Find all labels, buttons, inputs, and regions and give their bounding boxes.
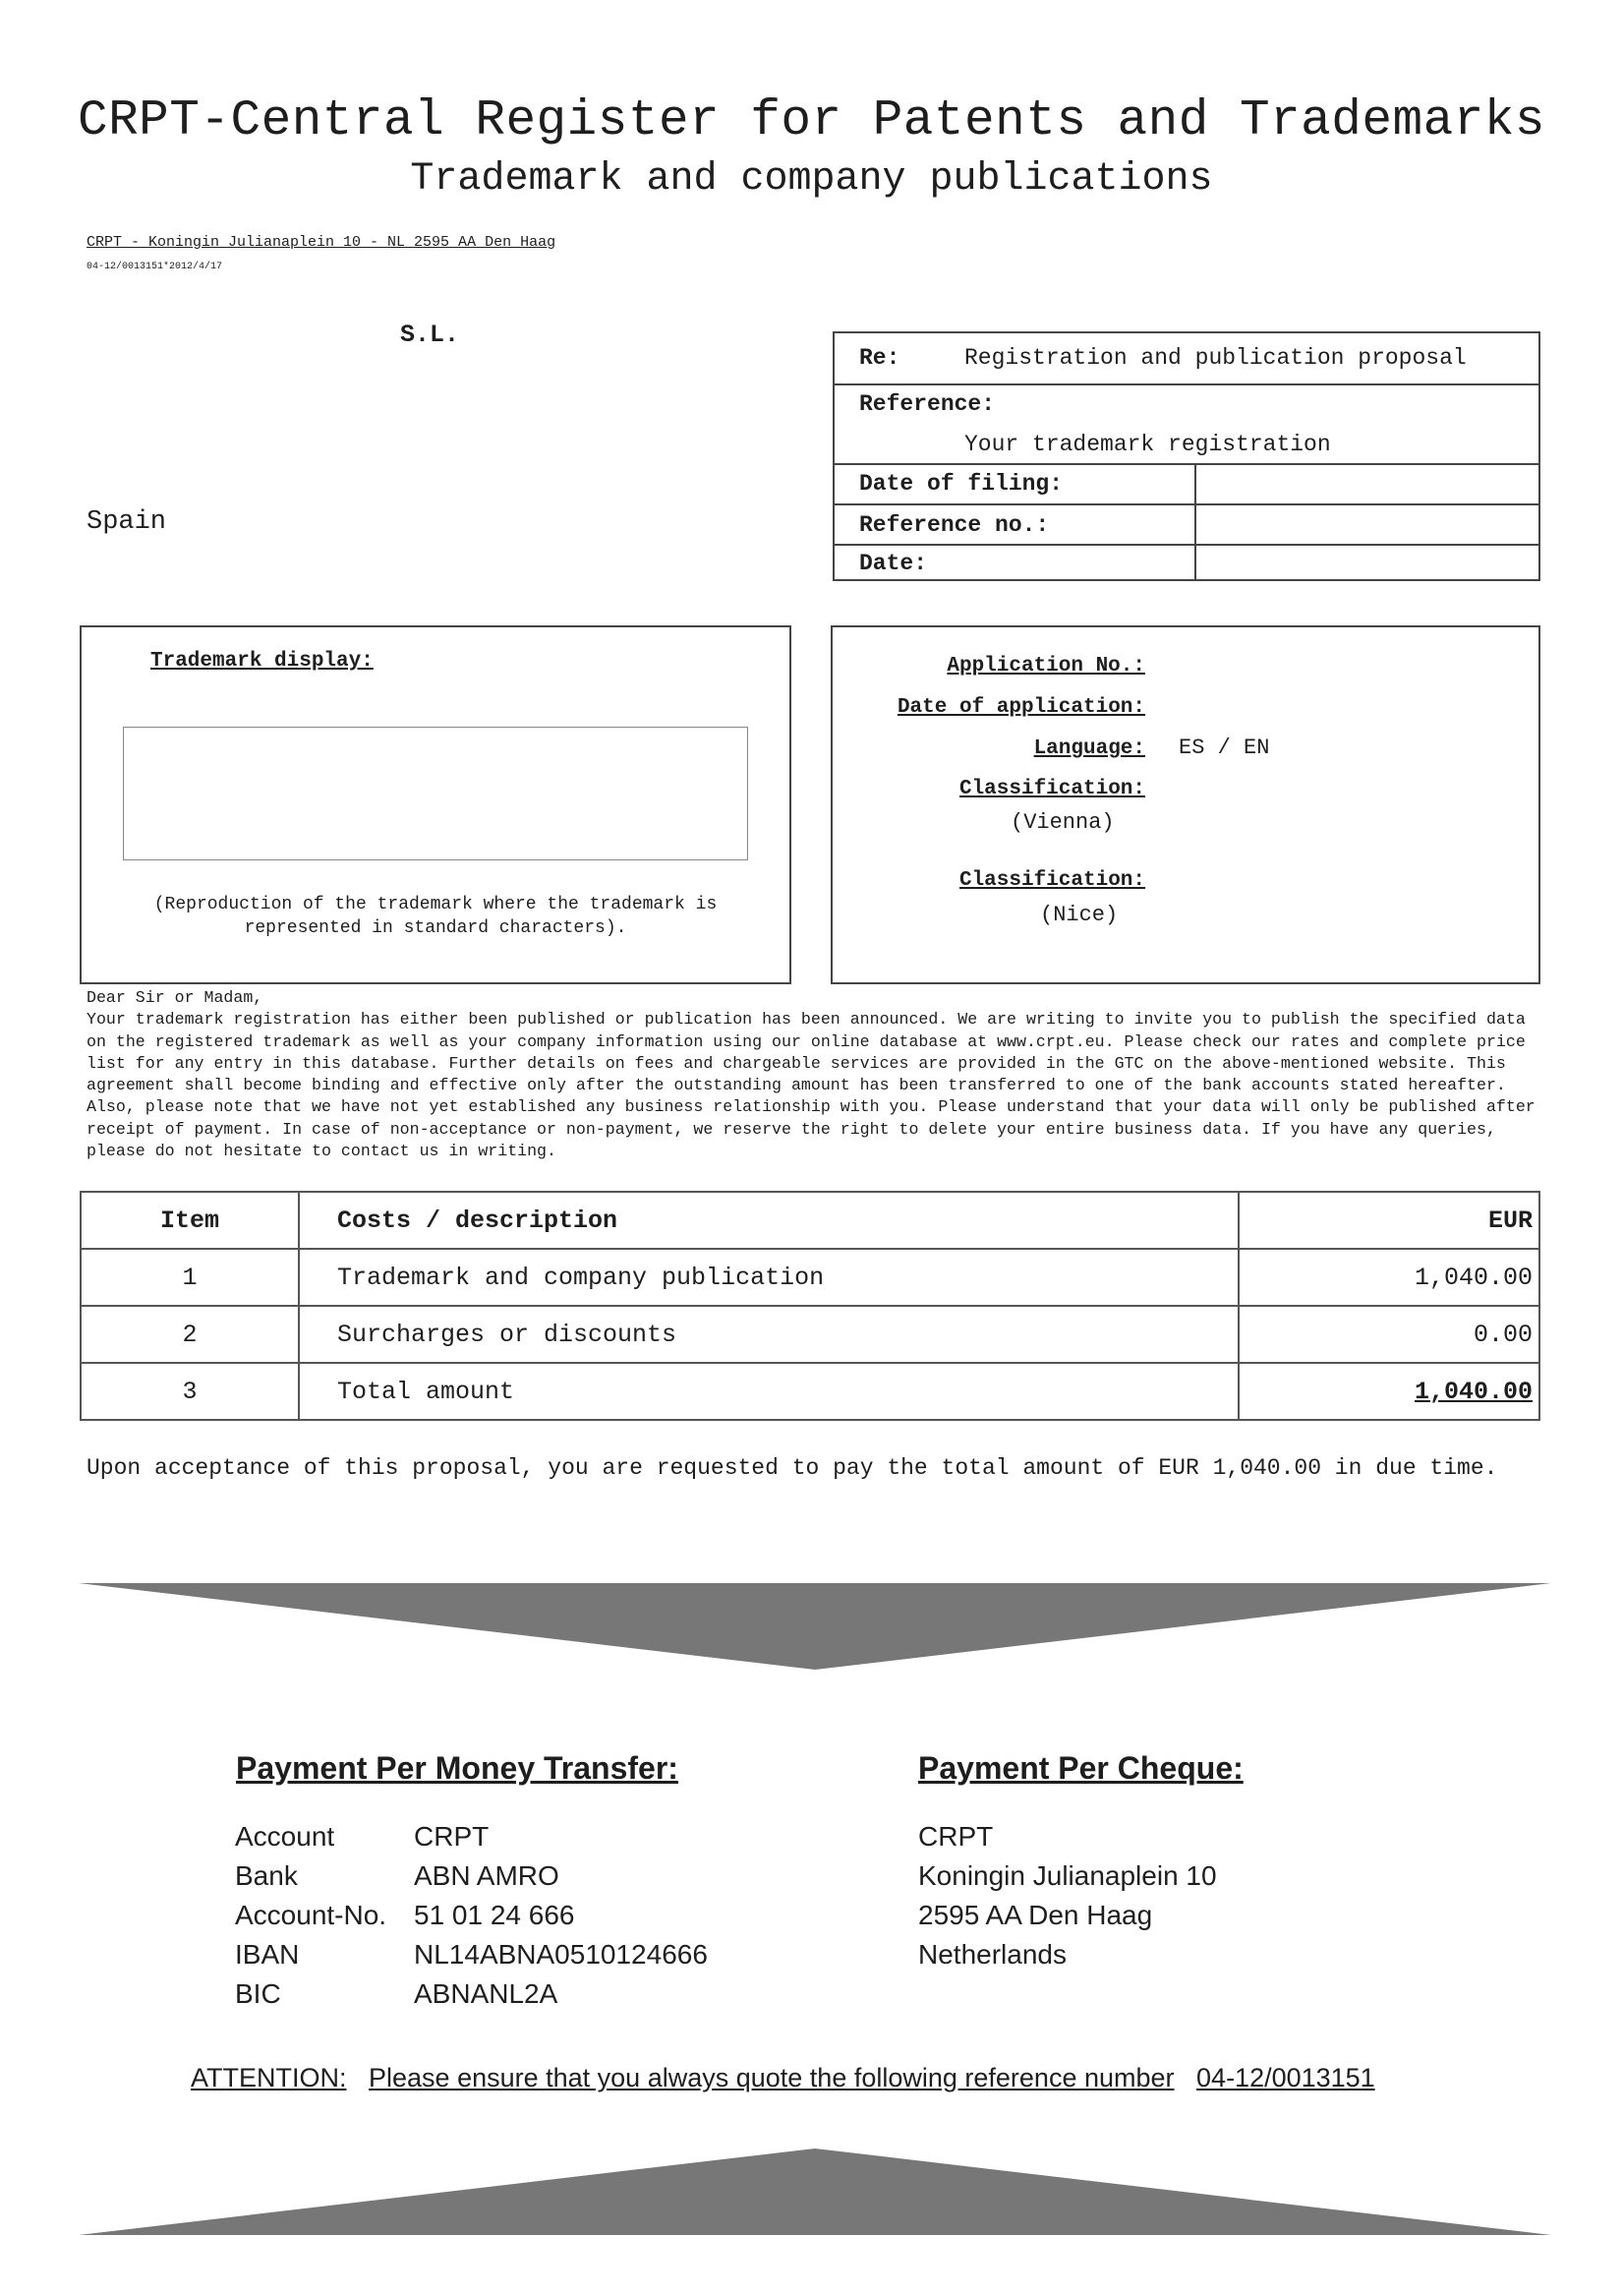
recipient-name: S.L. xyxy=(400,321,460,349)
re-label: Re: xyxy=(859,345,900,371)
document-code: 04-12/0013151*2012/4/17 xyxy=(87,262,223,272)
document-title: CRPT-Central Register for Patents and Trademarks xyxy=(77,93,1546,149)
sender-address: CRPT - Koningin Julianaplein 10 - NL 2595 AA Den Haag xyxy=(87,234,556,251)
nice-value: (Nice) xyxy=(1040,903,1119,927)
acceptance-text: Upon acceptance of this proposal, you are requested to pay the total amount of EUR 1,040.00 in due time. xyxy=(87,1455,1498,1481)
reference-no-row xyxy=(835,505,1538,546)
table-row xyxy=(81,1363,1539,1420)
bank-label: Bank xyxy=(235,1860,298,1891)
letter-salutation: Dear Sir or Madam, xyxy=(87,988,263,1007)
account-value: CRPT xyxy=(414,1821,490,1852)
down-arrow-graphic xyxy=(0,1573,1623,1681)
item-description: Total amount xyxy=(299,1363,1239,1420)
date-label: Date: xyxy=(859,551,928,576)
classification-nice-label: Classification: xyxy=(958,869,1145,892)
bank-value: ABN AMRO xyxy=(414,1860,559,1891)
item-number: 3 xyxy=(81,1363,299,1420)
cheque-line: Koningin Julianaplein 10 xyxy=(918,1860,1217,1891)
date-of-filing-label: Date of filing: xyxy=(859,471,1064,497)
cost-table-header xyxy=(81,1192,1539,1249)
classification-vienna-label: Classification: xyxy=(958,778,1145,800)
account-no-label: Account-No. xyxy=(235,1900,387,1930)
up-arrow-graphic xyxy=(0,2139,1623,2242)
attention-reference: 04-12/0013151 xyxy=(1196,2063,1375,2092)
trademark-display-label: Trademark display: xyxy=(150,650,374,673)
item-header: Item xyxy=(81,1192,299,1249)
language-value: ES / EN xyxy=(1179,736,1270,760)
bic-label: BIC xyxy=(235,1978,281,2009)
item-description: Trademark and company publication xyxy=(299,1249,1239,1306)
language-label: Language: xyxy=(1033,737,1145,760)
reference-no-label: Reference no.: xyxy=(859,512,1050,538)
down-arrow-shape xyxy=(79,1583,1551,1670)
trademark-display-note: (Reproduction of the trademark where the trademark is represented in standard characters). xyxy=(153,895,718,938)
attention-text: Please ensure that you always quote the following reference number xyxy=(369,2063,1175,2092)
document-subtitle: Trademark and company publications xyxy=(410,157,1213,202)
money-transfer-heading: Payment Per Money Transfer: xyxy=(236,1750,678,1786)
cheque-line: 2595 AA Den Haag xyxy=(918,1900,1153,1930)
reference-value: Your trademark registration xyxy=(964,432,1331,457)
cheque-line: Netherlands xyxy=(918,1939,1067,1970)
letter-text xyxy=(87,987,1541,1162)
cheque-line: CRPT xyxy=(918,1821,994,1852)
total-amount xyxy=(1239,1363,1539,1420)
cost-table xyxy=(80,1191,1540,1421)
reference-row xyxy=(835,385,1538,465)
date-of-filing-row xyxy=(835,465,1538,505)
item-amount: 1,040.00 xyxy=(1239,1249,1539,1306)
letter-body: Your trademark registration has either been published or publication has been announced. We are writing to invite you to publish the specified data on the registered trademark as well as your company information using our online database at www.crpt.eu. Please check our rates and complete price list for any entry in this database. Further details on fees and chargeable services are provided in the GTC on the above-mentioned website. This agreement shall become binding and effective only after the outstanding amount has been transferred to one of the bank accounts stated hereafter. Also, please note that we have not yet established any business relationship with you. Please understand that your data will only be published after receipt of payment. In case of non-acceptance or non-payment, we reserve the right to delete your entire business data. If you have any queries, please do not hesitate to contact us in writing. xyxy=(87,1010,1536,1161)
total-amount-value: 1,040.00 xyxy=(1414,1377,1533,1406)
application-details-box xyxy=(831,625,1540,984)
trademark-display-frame xyxy=(123,727,748,860)
attention-line xyxy=(191,2063,1375,2093)
application-no-label: Application No.: xyxy=(947,655,1145,677)
date-of-application-label: Date of application: xyxy=(897,696,1145,719)
vienna-value: (Vienna) xyxy=(1011,810,1115,835)
reference-box xyxy=(833,331,1540,581)
date-row xyxy=(835,546,1538,581)
account-no-value: 51 01 24 666 xyxy=(414,1900,575,1930)
table-row xyxy=(81,1249,1539,1306)
reference-label: Reference: xyxy=(859,391,996,417)
eur-header: EUR xyxy=(1239,1192,1539,1249)
item-amount: 0.00 xyxy=(1239,1306,1539,1363)
bic-value: ABNANL2A xyxy=(414,1978,558,2009)
iban-label: IBAN xyxy=(235,1939,300,1970)
re-row xyxy=(835,333,1538,385)
up-arrow-shape xyxy=(79,2149,1551,2235)
recipient-country: Spain xyxy=(87,507,167,537)
table-row xyxy=(81,1306,1539,1363)
item-number: 1 xyxy=(81,1249,299,1306)
iban-value: NL14ABNA0510124666 xyxy=(414,1939,708,1970)
attention-label: ATTENTION: xyxy=(191,2063,347,2092)
cheque-heading: Payment Per Cheque: xyxy=(918,1750,1244,1786)
trademark-display-box xyxy=(80,625,791,984)
re-value: Registration and publication proposal xyxy=(964,345,1467,371)
account-label: Account xyxy=(235,1821,335,1852)
description-header: Costs / description xyxy=(299,1192,1239,1249)
item-number: 2 xyxy=(81,1306,299,1363)
item-description: Surcharges or discounts xyxy=(299,1306,1239,1363)
